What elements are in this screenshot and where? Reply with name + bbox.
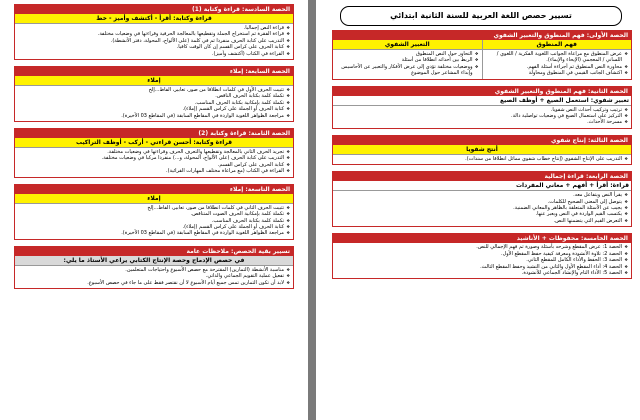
list-item: ❖ مناسبة الأنشطة (التمارين) المقترحة مع حصص الأسبوع واحتياجات المتعلمين. (18, 267, 290, 273)
session1-col-a (482, 40, 632, 79)
session6-sub: قراءة وكتابة: أقرأ - أكتشف وأميز - خط (15, 14, 293, 24)
right-column (332, 30, 632, 420)
page-title: تسيير حصص اللغة العربية للسنة الثانية ابتدائي (340, 6, 622, 26)
session7-list (15, 86, 293, 121)
session3-box (332, 135, 632, 165)
list-item: ❖ لابد أن تكون التمارين تمس جميع أيام الأسبوع لا أن نقتصر فقط على ما جاء في حصص الأسبوع. (18, 280, 290, 286)
list-item: ❖ تجريد الحرف الثاني بالمعالجة وتقطيعها والتعرف الحرف وقراءتها في وضعيات مختلفة. (18, 149, 290, 155)
session10-list (15, 266, 293, 288)
session6-box (14, 4, 294, 60)
list-item: ❖ قراءة النص إجماليا. (18, 25, 290, 31)
list-item: ❖ التدريب على الإنتاج الشفوي (إنتاج خطاب شفوي مماثل انطلاقا من سندات). (336, 156, 628, 162)
list-item: ❖ ترتيب وتركيب أحداث النص شفويا. (336, 107, 628, 113)
list-item: ❖ الحصة 4: أداء المقطع الأول والثاني من النشيد وحفظ المقطع الثالث. (336, 264, 628, 270)
session3-header: الحصة الثالثة: إنتاج شفوي (333, 136, 631, 145)
left-page (0, 0, 308, 420)
list-item: ❖ تثبيت الحرف الثاني في كلمات انطلاقا من صور، تعابير، الفاظ...إلخ (18, 205, 290, 211)
session8-box (14, 128, 294, 178)
list-item: ❖ الحصة 5: الأداء التام والإنشاد الجماعي للأنشودة. (336, 270, 628, 276)
session2-list (333, 106, 631, 128)
list-item: ❖ القراءة في الكتاب (مع مراعاة مختلف المهارات القرائية). (18, 168, 290, 174)
list-item: ❖ يجيب عن الأسئلة المتعلقة بالظاهر والمعاني الضمنية. (336, 205, 628, 211)
list-item: ❖ كتابة الحرف على كراس القسم إن كان الوقت كافيا. (18, 44, 290, 50)
list-item: ❖ التعرض القيم التي يتضمنها النص. (336, 218, 628, 224)
session4-box (332, 171, 632, 227)
session3-list (333, 155, 631, 164)
session4-sub: قراءة: أقرأ + أفهم + معاني المفردات (333, 181, 631, 191)
session8-list (15, 148, 293, 177)
list-item: ❖ الحصة 3: الحفظ والأداء الكامل للمقطع الثاني. (336, 257, 628, 263)
list-item: ❖ اكتشاف الجانب القيمي في المنطوق ومحاولة (486, 70, 629, 76)
list-item: ❖ تفعيل عملية التقويم الجماعي والذاتي. (18, 273, 290, 279)
session7-header: الحصة السابعة: إملاء (15, 67, 293, 76)
session8-header: الحصة الثامنة: قراءة وكتابة (2) (15, 129, 293, 138)
session9-sub: إملاء (15, 194, 293, 204)
list-item: ❖ التحاور حول النص المنطوق (336, 51, 479, 57)
session10-header: تسيير بقية الحصص: ملاحظات عامة (15, 247, 293, 256)
list-item: ❖ القراءة في الكتاب (أكتشف وأميز). (18, 51, 290, 57)
list-item: ❖ التركيز على استعمال الصيغ في وضعيات تواصلية دالة. (336, 113, 628, 119)
list-item: ❖ ووضعيات مختلفة تؤدي إلى عرض الأفكار والتعبير عن الأحاسيس وإبداء المشاعر حول الموضوع (336, 64, 479, 77)
list-item: ❖ كتابة الحرف على كراس القسم. (18, 162, 290, 168)
session1-col-b (333, 40, 482, 79)
list-item: ❖ التدريب على كتابة الحرف منفردا ثم في كلمة (على الألواح، المحولة، دفتر الأنشطة). (18, 38, 290, 44)
list-item: ❖ تكملة كلمة بإمكانية بكتابة الحرف المناسب. (18, 100, 290, 106)
list-item: ❖ مسرحة الأحداث. (336, 119, 628, 125)
session1-col-b-header: التعبير الشفوي (333, 40, 482, 50)
list-item: ❖ تكملة كلمة بكتابة الحرف المناسب. (18, 218, 290, 224)
session1-header: الحصة الأولى: فهم المنطوق والتعبير الشفوي (333, 31, 631, 40)
list-item: ❖ قراءة الفقرة ثم استخراج الجملة وتقطيعها بالمعالجة الحرفية وقراءتها في وضعيات مختلفة. (18, 31, 290, 37)
list-item: ❖ تثبيت الحرف الأول في كلمات انطلاقا من صور، تعابير، الفاظ...إلخ (18, 87, 290, 93)
list-item: ❖ الحصة 2: تلاوة الأنشودة ومعرفة كيفية حفظ المقطع الأول. (336, 251, 628, 257)
list-item: ❖ الربط بين أحداثه انطلاقا من أسئلة (336, 57, 479, 63)
list-item: ❖ يقرأ النص ويتفاعل معه. (336, 192, 628, 198)
list-item: ❖ تكملة كلمة بكتابة الحرف الناقص. (18, 93, 290, 99)
list-item: ❖ تكملة كلمة بإمكانية الحرف الصوت المتناقص. (18, 211, 290, 217)
list-item: ❖ محاورة النص المنطوق ثم أجراءة أسئلة الفهم. (486, 64, 629, 70)
list-item: ❖ كتابة الحرف أو الجملة على كراس القسم (إملاء). (18, 224, 290, 230)
session5-box (332, 233, 632, 279)
list-item: ❖ مراجعة الظواهر اللغوية الواردة في المقاطع السابقة (في المقاطع 03 الأخيرة). (18, 113, 290, 119)
session5-list (333, 243, 631, 278)
list-item: ❖ كتابة الحرف أو الجملة على كراس القسم (إملاء). (18, 106, 290, 112)
list-item: ❖ يتوصل إلى المعنى الصحيح للكلمات. (336, 199, 628, 205)
session2-sub: تعبير شفوي: استعمل الصيغ + أوظف الصيغ (333, 96, 631, 106)
session3-sub: أنتج شفويا (333, 145, 631, 155)
session9-list (15, 204, 293, 239)
session9-header: الحصة التاسعة: إملاء (15, 185, 293, 194)
session1-col-a-header: فهم المنطوق (483, 40, 632, 50)
right-page (316, 0, 640, 420)
list-item: ❖ التدريب على كتابة الحرف (على الألواح، المحولة، و...) منفردا مركبا في وضعيات مختلفة. (18, 155, 290, 161)
session1-box (332, 30, 632, 80)
session7-sub: إملاء (15, 76, 293, 86)
session2-box (332, 86, 632, 129)
list-item: ❖ عرض المنطوق مع مراعاة الجوانب اللغوية الفكرية / اللغوي / اللساني / المعجمي (الإيحاء والإيماء). (486, 51, 629, 64)
session8-sub: قراءة وكتابة: أحسن قراءتي - أركب - أوظف التراكيب (15, 138, 293, 148)
list-item: ❖ يكتسب القيم الواردة في النص ويعبر عنها. (336, 211, 628, 217)
list-item: ❖ مراجعة الظواهر اللغوية الواردة في المقاطع السابقة (في المقاطع 03 الأخيرة). (18, 230, 290, 236)
session2-header: الحصة الثانية: فهم المنطوق والتعبير الشفوي (333, 87, 631, 96)
list-item: ❖ الحصة 1: عرض المقطع وشرحه بأسئلة وصورة ثم فهم الإجمالي للنص. (336, 244, 628, 250)
session7-box (14, 66, 294, 122)
session1-table (333, 40, 631, 79)
session10-sub: في حصص الإدماج وحصة الإنتاج الكتابي يراعي الأستاذ ما يلي: (15, 256, 293, 266)
left-column (14, 0, 294, 420)
session4-list (333, 191, 631, 226)
session6-list (15, 24, 293, 59)
session4-header: الحصة الرابعة: قراءة إجمالية (333, 172, 631, 181)
session5-header: الحصة الخامسة: محفوظات + الأناشيد (333, 234, 631, 243)
session10-box (14, 246, 294, 289)
session9-box (14, 184, 294, 240)
session6-header: الحصة السادسة: قراءة وكتابة (1) (15, 5, 293, 14)
